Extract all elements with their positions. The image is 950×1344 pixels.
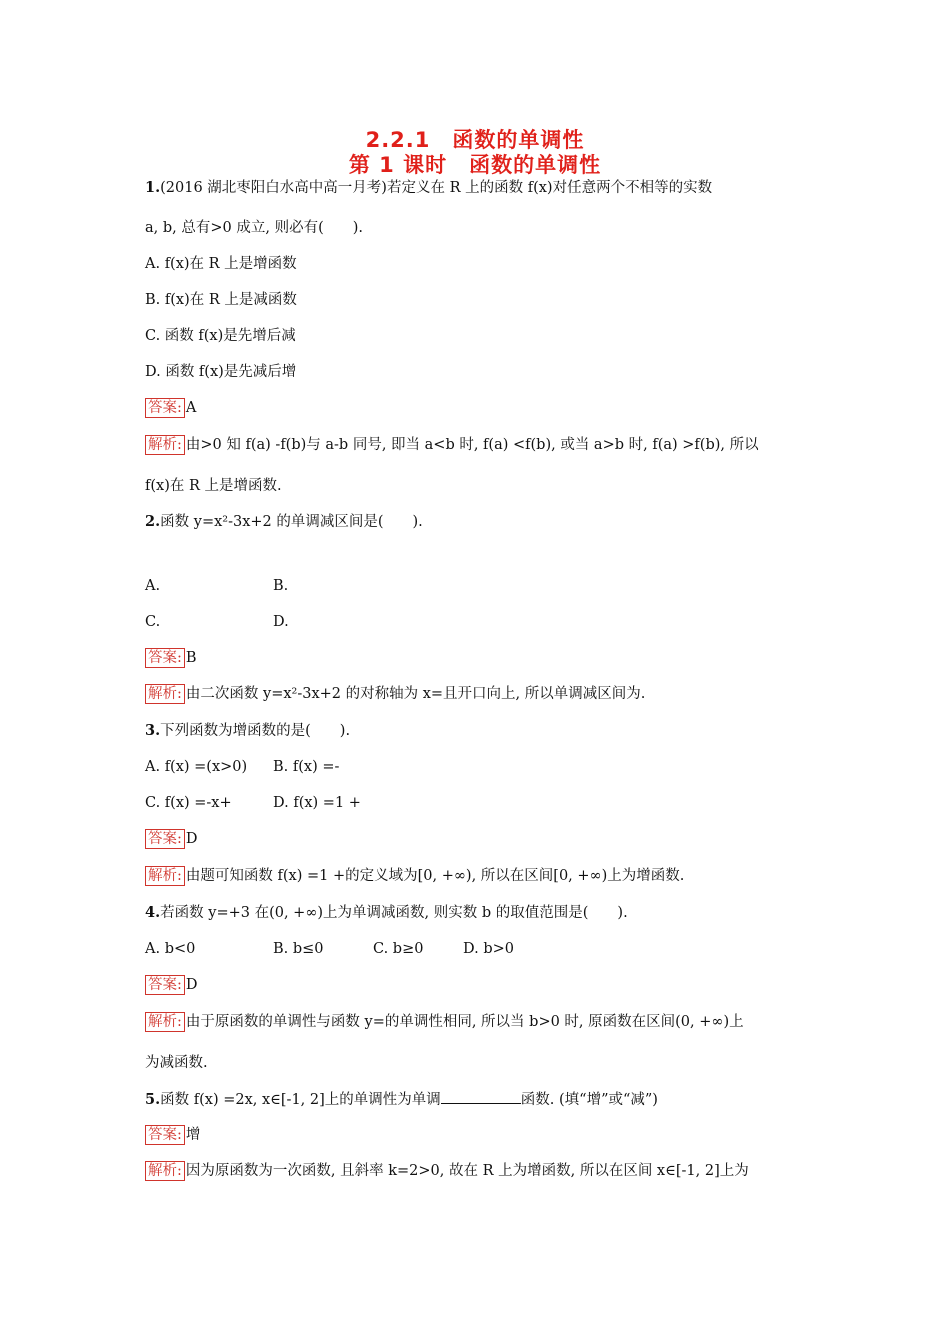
q1-analysis bbox=[145, 435, 759, 455]
q4-analysis-cont: 为减函数. bbox=[145, 1055, 208, 1071]
question-5 bbox=[145, 1089, 658, 1110]
q1-answer bbox=[145, 398, 196, 418]
q5-answer bbox=[145, 1125, 200, 1145]
q3-option-a: A. f(x) =(x>0) bbox=[145, 759, 248, 775]
answer-value: B bbox=[185, 650, 197, 666]
section-title: 2.2.1 函数的单调性 bbox=[365, 128, 585, 152]
q4-option-d: D. b>0 bbox=[463, 941, 514, 957]
analysis-label: 解析: bbox=[145, 866, 185, 886]
question-stem: (2016 湖北枣阳白水高中高一月考)若定义在 R 上的函数 f(x)对任意两个不相等的实数 bbox=[160, 180, 713, 196]
answer-value: A bbox=[185, 400, 197, 416]
question-stem: 若函数 y=+3 在(0, +∞)上为单调减函数, 则实数 b 的取值范围是( ). bbox=[160, 905, 628, 921]
q1-analysis-cont: f(x)在 R 上是增函数. bbox=[145, 478, 282, 494]
answer-value: D bbox=[185, 831, 198, 847]
answer-label: 答案: bbox=[145, 398, 185, 418]
answer-value: 增 bbox=[185, 1127, 201, 1143]
q4-answer bbox=[145, 975, 198, 995]
q3-option-d: D. f(x) =1 + bbox=[273, 795, 361, 811]
analysis-label: 解析: bbox=[145, 1012, 185, 1032]
q4-analysis bbox=[145, 1012, 744, 1032]
q1-option-d: D. 函数 f(x)是先减后增 bbox=[145, 364, 297, 380]
q4-option-a: A. b<0 bbox=[145, 941, 196, 957]
analysis-text: 由题可知函数 f(x) =1 +的定义域为[0, +∞), 所以在区间[0, +∞)上为增函数. bbox=[185, 868, 685, 884]
question-number: 1. bbox=[145, 179, 161, 196]
analysis-label: 解析: bbox=[145, 435, 185, 455]
question-4 bbox=[145, 903, 628, 923]
question-1-stem-cont: a, b, 总有>0 成立, 则必有( ). bbox=[145, 220, 363, 236]
q5-analysis bbox=[145, 1161, 749, 1181]
q3-analysis bbox=[145, 866, 684, 886]
lesson-title: 第 1 课时 函数的单调性 bbox=[348, 153, 602, 177]
question-stem-end: 函数. (填“增”或“减”) bbox=[520, 1092, 658, 1108]
q1-option-a: A. f(x)在 R 上是增函数 bbox=[145, 256, 297, 272]
analysis-label: 解析: bbox=[145, 1161, 185, 1181]
question-number: 3. bbox=[145, 722, 161, 739]
analysis-label: 解析: bbox=[145, 684, 185, 704]
question-2 bbox=[145, 512, 423, 532]
question-number: 4. bbox=[145, 904, 161, 921]
question-1 bbox=[145, 178, 712, 198]
analysis-text: 因为原函数为一次函数, 且斜率 k=2>0, 故在 R 上为增函数, 所以在区间 x∈[-1, 2]上为 bbox=[185, 1163, 749, 1179]
analysis-text: 由于原函数的单调性与函数 y=的单调性相同, 所以当 b>0 时, 原函数在区间(0, +∞)上 bbox=[185, 1014, 744, 1030]
analysis-text: 由>0 知 f(a) -f(b)与 a-b 同号, 即当 a<b 时, f(a) <f(b), 或当 a>b 时, f(a) >f(b), 所以 bbox=[185, 437, 759, 453]
q2-option-c: C. bbox=[145, 614, 161, 630]
q4-option-b: B. b≤0 bbox=[273, 941, 324, 957]
answer-label: 答案: bbox=[145, 648, 185, 668]
answer-blank[interactable] bbox=[441, 1089, 521, 1104]
answer-value: D bbox=[185, 977, 198, 993]
q2-answer bbox=[145, 648, 197, 668]
q3-answer bbox=[145, 829, 198, 849]
question-3 bbox=[145, 721, 350, 741]
question-number: 5. bbox=[145, 1091, 161, 1108]
q3-option-b: B. f(x) =- bbox=[273, 759, 340, 775]
q1-option-b: B. f(x)在 R 上是减函数 bbox=[145, 292, 297, 308]
question-stem: 函数 f(x) =2x, x∈[-1, 2]上的单调性为单调 bbox=[160, 1092, 441, 1108]
q2-analysis bbox=[145, 684, 645, 704]
question-stem: 下列函数为增函数的是( ). bbox=[160, 723, 351, 739]
q3-option-c: C. f(x) =-x+ bbox=[145, 795, 232, 811]
q2-option-a: A. bbox=[145, 578, 161, 594]
analysis-text: 由二次函数 y=x²-3x+2 的对称轴为 x=且开口向上, 所以单调减区间为. bbox=[185, 686, 646, 702]
question-number: 2. bbox=[145, 513, 161, 530]
q2-option-d: D. bbox=[273, 614, 289, 630]
answer-label: 答案: bbox=[145, 1125, 185, 1145]
q2-option-b: B. bbox=[273, 578, 289, 594]
q1-option-c: C. 函数 f(x)是先增后减 bbox=[145, 328, 296, 344]
question-stem: 函数 y=x²-3x+2 的单调减区间是( ). bbox=[160, 514, 423, 530]
q4-option-c: C. b≥0 bbox=[373, 941, 424, 957]
answer-label: 答案: bbox=[145, 975, 185, 995]
answer-label: 答案: bbox=[145, 829, 185, 849]
